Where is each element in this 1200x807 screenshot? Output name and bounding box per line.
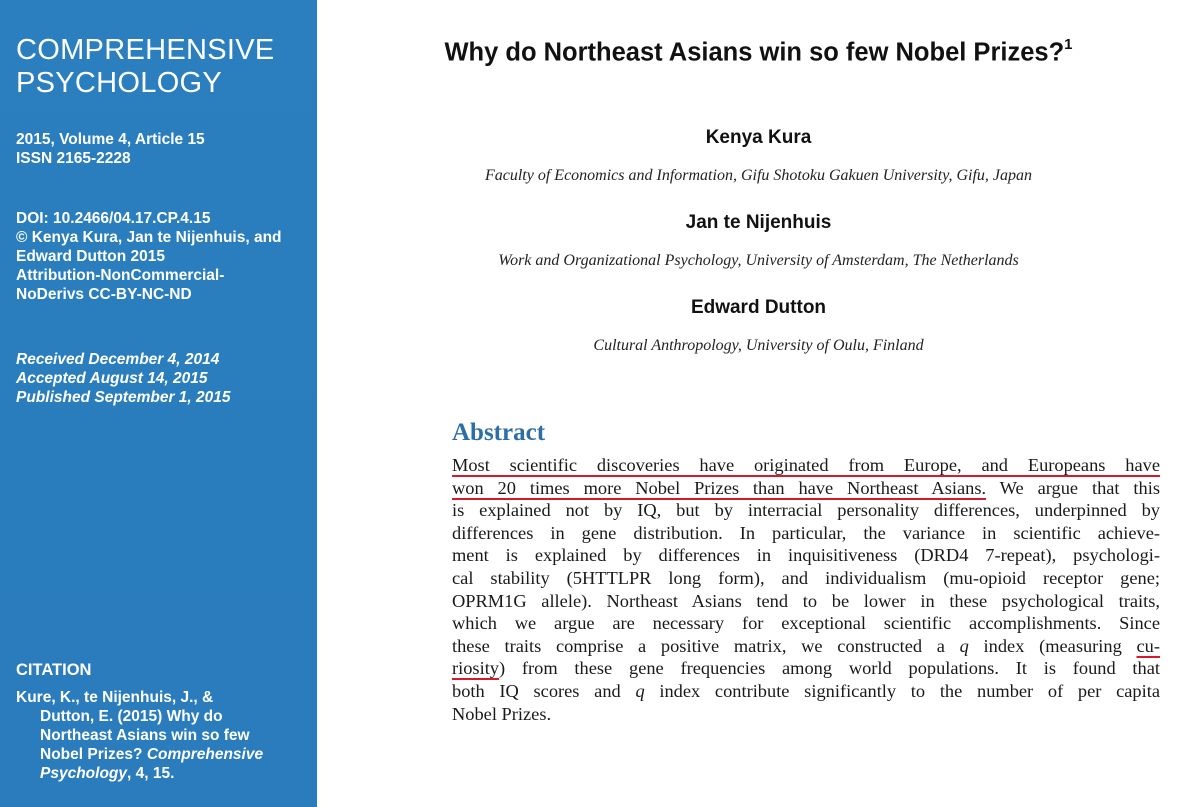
issn-line: ISSN 2165-2228 (16, 150, 131, 167)
author-name: Kenya Kura (705, 127, 812, 148)
issue-line: 2015, Volume 4, Article 15 (16, 131, 205, 148)
journal-title: COMPREHENSIVE PSYCHOLOGY (16, 34, 275, 99)
author-affiliation: Work and Organizational Psychology, University of Amsterdam, The Netherlands (498, 252, 1019, 269)
doi-copyright (16, 209, 306, 304)
highlighted-sentence: won 20 times more Nobel Prizes than have Northeast Asians. (452, 477, 987, 498)
published-date: Published September 1, 2015 (16, 389, 231, 406)
citation-text: Kure, K., te Nijenhuis, J., & Dutton, E. (2015) Why do Northeast Asians win so few Nobel Prizes? Comprehensive Psychology, 4, 15. (16, 689, 264, 782)
license-line: NoDerivs CC-BY-NC-ND (16, 286, 192, 303)
accepted-date: Accepted August 14, 2015 (16, 370, 208, 387)
author-name: Jan te Nijenhuis (685, 212, 832, 233)
received-date: Received December 4, 2014 (16, 351, 220, 368)
license-line: Attribution-NonCommercial- (16, 267, 225, 284)
highlighted-sentence: Most scientific discoveries have originated from Europe, and Europeans have (452, 455, 1160, 475)
publication-dates (16, 350, 306, 407)
author-name: Edward Dutton (690, 297, 827, 318)
copyright-line: Edward Dutton 2015 (16, 248, 165, 265)
paper-title: Why do Northeast Asians win so few Nobel Prizes?$^1$ (444, 36, 1073, 67)
copyright-line: © Kenya Kura, Jan te Nijenhuis, and (16, 229, 282, 246)
citation-heading: CITATION (16, 661, 92, 679)
abstract-text: Most scientific discoveries have originated from Europe, and Europeans have won 20 times more Nobel Prizes than have Northeast Asians. We argue that this is explained not by IQ, but by interracial personality differences, underpinned by differences in gene distribution. In particular, the variance in scientific achieve- ment is explained by differences in inquisitiveness (DRD4 7-repeat), psychologi- cal stability (5HTTLPR long form), and individualism (mu-opioid receptor gene; OPRM1G allele). Northeast Asians tend to be lower in these psychological traits, which we argue are necessary for exceptional scientific accomplishments. Since these traits comprise a positive matrix, we constructed a q index (measuring cu- riosity) from these gene frequencies among world populations. It is found that both IQ scores and q index contribute significantly to the number of per capita Nobel Prizes. (452, 455, 1160, 724)
paper-main (317, 0, 1200, 807)
title-footnote-marker[interactable]: 1 (1064, 36, 1073, 53)
author-affiliation: Cultural Anthropology, University of Oulu, Finland (593, 337, 924, 354)
journal-sidebar (0, 0, 317, 807)
highlighted-word: cu- (1136, 635, 1160, 656)
abstract-heading: Abstract (452, 419, 546, 446)
doi-line: DOI: 10.2466/04.17.CP.4.15 (16, 210, 211, 227)
author-affiliation: Faculty of Economics and Information, Gifu Shotoku Gakuen University, Gifu, Japan (484, 167, 1033, 184)
issue-info (16, 130, 306, 168)
highlighted-word: riosity (452, 658, 500, 679)
